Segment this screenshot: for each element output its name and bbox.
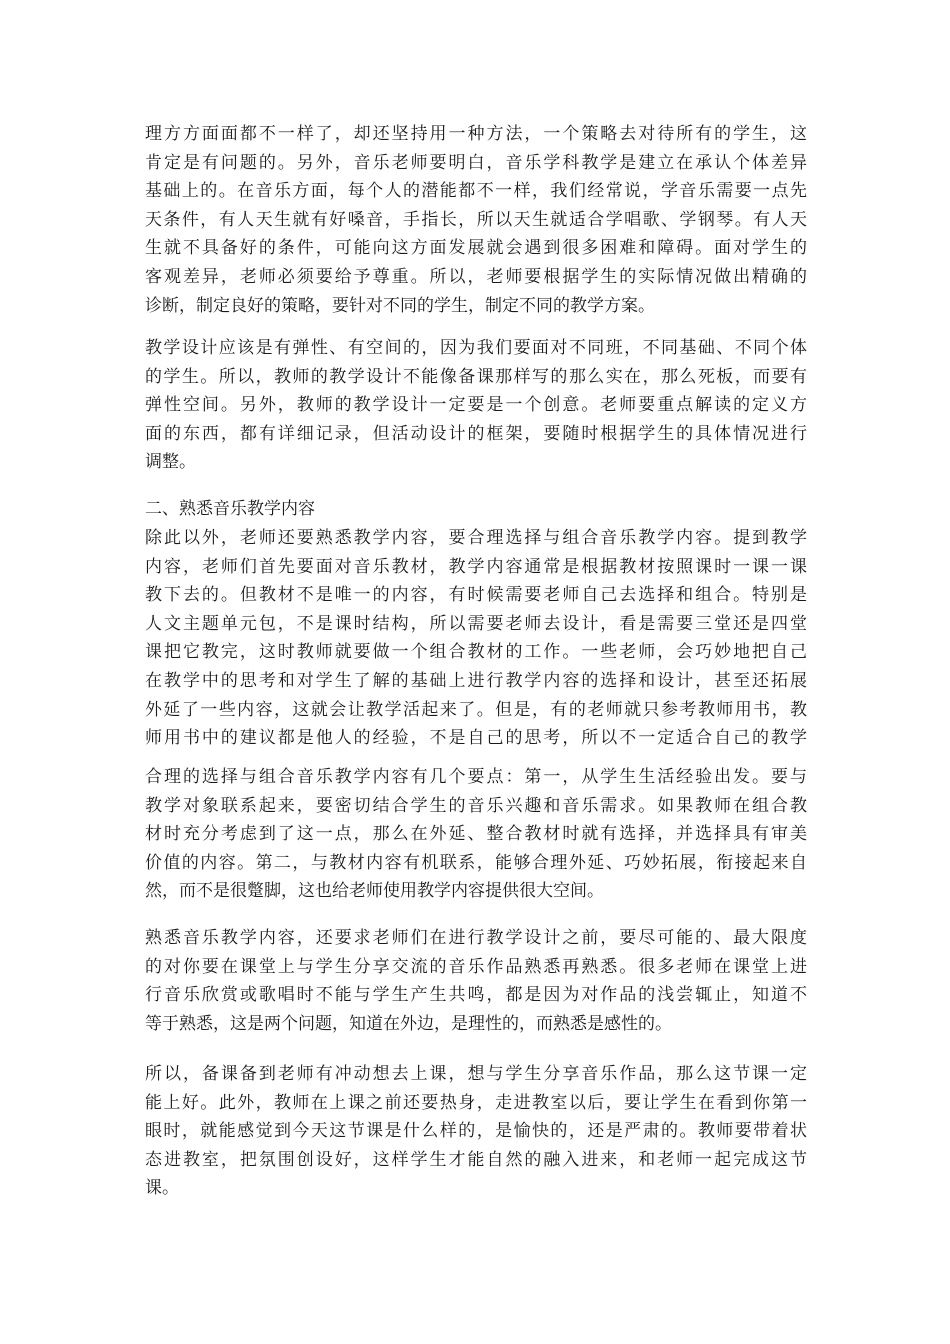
text-line: 材时充分考虑到了这一点，那么在外延、整合教材时就有选择，并选择具有审美	[145, 824, 807, 845]
text-line: 在教学中的思考和对学生了解的基础上进行教学内容的选择和设计，甚至还拓展	[145, 670, 807, 691]
text-line: 课把它教完，这时教师就要做一个组合教材的工作。一些老师，会巧妙地把自己	[145, 642, 807, 663]
text-line: 师用书中的建议都是他人的经验，不是自己的思考，所以不一定适合自己的教学	[145, 728, 807, 749]
text-line: 合理的选择与组合音乐教学内容有几个要点：第一，从学生生活经验出发。要与	[145, 767, 807, 787]
text-line: 行音乐欣赏或歌唱时不能与学生产生共鸣，都是因为对作品的浅尝辄止，知道不	[145, 985, 807, 1006]
text-line: 基础上的。在音乐方面，每个人的潜能都不一样，我们经常说，学音乐需要一点先	[145, 181, 807, 202]
text-line: 的对你要在课堂上与学生分享交流的音乐作品熟悉再熟悉。很多老师在课堂上进	[145, 956, 807, 977]
paragraph-selection-points	[145, 763, 807, 906]
text-line: 能上好。此外，教师在上课之前还要热身，走进教室以后，要让学生在看到你第一	[145, 1092, 807, 1113]
text-line: 调整。	[145, 452, 196, 473]
text-line: 眼时，就能感觉到今天这节课是什么样的，是愉快的，还是严肃的。教师要带着状	[145, 1121, 807, 1142]
text-line: 价值的内容。第二，与教材内容有机联系，能够合理外延、巧妙拓展，衔接起来自	[145, 852, 807, 873]
paragraph-teaching-content	[145, 524, 807, 753]
text-line: 人文主题单元包，不是课时结构，所以需要老师去设计，看是需要三堂还是四堂	[145, 613, 807, 634]
paragraph-individual-differences	[145, 120, 807, 320]
paragraph-familiar-with-works	[145, 924, 807, 1038]
text-line: 诊断，制定良好的策略，要针对不同的学生，制定不同的教学方案。	[145, 295, 655, 316]
text-line: 熟悉音乐教学内容，还要求老师们在进行教学设计之前，要尽可能的、最大限度	[145, 928, 807, 948]
paragraph-lesson-preparation	[145, 1060, 807, 1203]
text-line: 弹性空间。另外，教师的教学设计一定要是一个创意。老师要重点解读的定义方	[145, 395, 807, 416]
text-line: 理方方面面都不一样了，却还坚持用一种方法，一个策略去对待所有的学生，这	[145, 124, 807, 144]
text-line: 所以，备课备到老师有冲动想去上课，想与学生分享音乐作品，那么这节课一定	[145, 1064, 807, 1084]
text-line: 客观差异，老师必须要给予尊重。所以，老师要根据学生的实际情况做出精确的	[145, 266, 807, 287]
text-line: 教下去的。但教材不是唯一的内容，有时候需要老师自己去选择和组合。特别是	[145, 585, 807, 606]
text-line: 天条件，有人天生就有好嗓音，手指长，所以天生就适合学唱歌、学钢琴。有人天	[145, 209, 807, 230]
text-line: 面的东西，都有详细记录，但活动设计的框架，要随时根据学生的具体情况进行	[145, 423, 807, 444]
text-line: 教学设计应该是有弹性、有空间的，因为我们要面对不同班，不同基础、不同个体	[145, 338, 807, 358]
text-line: 然，而不是很蹩脚，这也给老师使用教学内容提供很大空间。	[145, 881, 604, 902]
text-line: 生就不具备好的条件，可能向这方面发展就会遇到很多困难和障碍。面对学生的	[145, 238, 807, 259]
text-line: 课。	[145, 1178, 179, 1199]
section-heading: 二、熟悉音乐教学内容	[145, 499, 315, 519]
text-line: 除此以外，老师还要熟悉教学内容，要合理选择与组合音乐教学内容。提到教学	[145, 528, 807, 548]
text-line: 内容，老师们首先要面对音乐教材，教学内容通常是根据教材按照课时一课一课	[145, 556, 807, 577]
text-line: 态进教室，把氛围创设好，这样学生才能自然的融入进来，和老师一起完成这节	[145, 1149, 807, 1170]
text-line: 的学生。所以，教师的教学设计不能像备课那样写的那么实在，那么死板，而要有	[145, 366, 807, 387]
text-line: 等于熟悉，这是两个问题，知道在外边，是理性的，而熟悉是感性的。	[145, 1013, 672, 1034]
text-line: 肯定是有问题的。另外，音乐老师要明白，音乐学科教学是建立在承认个体差异	[145, 152, 807, 173]
paragraph-flexible-design	[145, 334, 807, 477]
text-line: 外延了一些内容，这就会让教学活起来了。但是，有的老师就只参考教师用书，教	[145, 699, 807, 720]
text-line: 教学对象联系起来，要密切结合学生的音乐兴趣和音乐需求。如果教师在组合教	[145, 795, 807, 816]
